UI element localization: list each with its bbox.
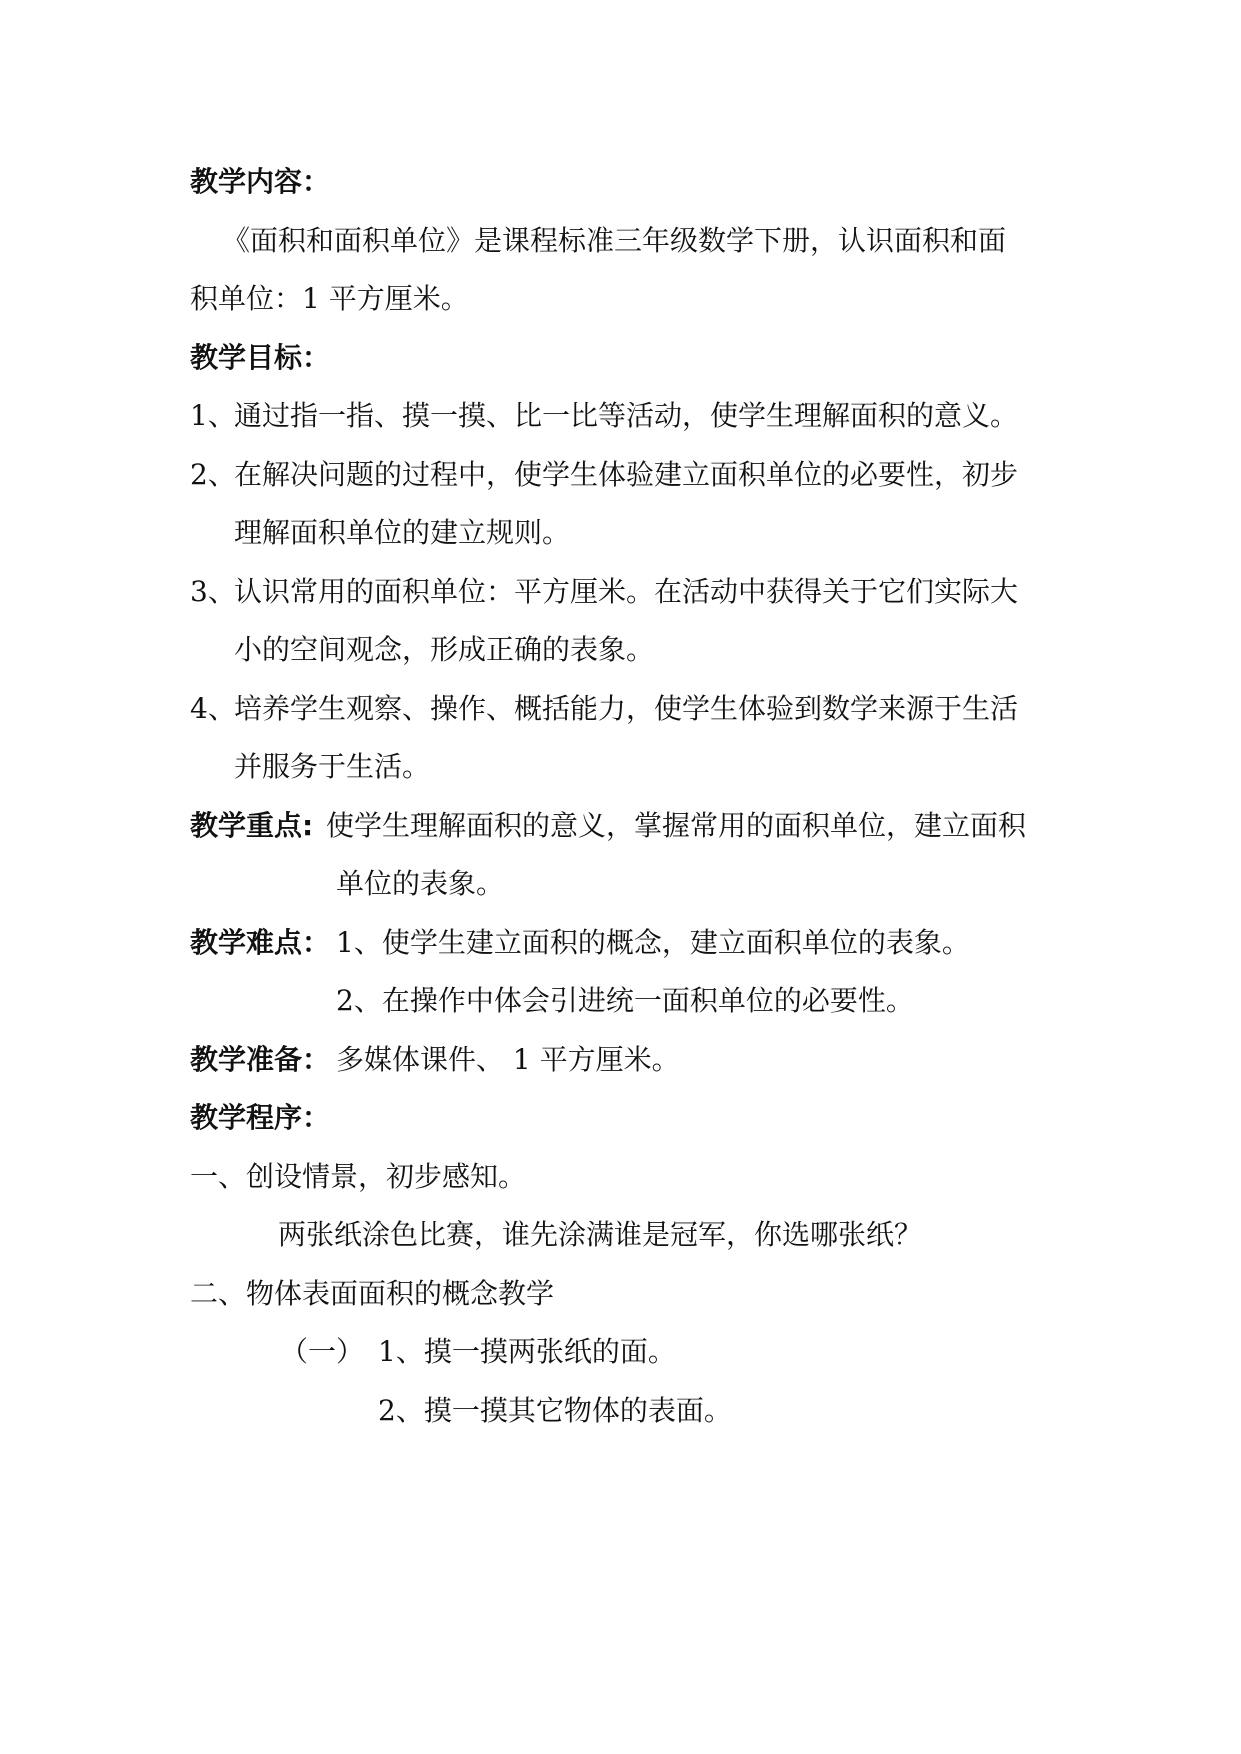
procedure-heading: 教学程序： bbox=[190, 1101, 331, 1134]
goal-text: 通过指一指、摸一摸、比一比等活动，使学生理解面积的意义。 bbox=[234, 399, 1019, 432]
preparation-label: 教学准备： bbox=[190, 1043, 331, 1076]
goal-text: 认识常用的面积单位：平方厘米。在活动中获得关于它们实际大 bbox=[234, 575, 1019, 608]
section-1-title: 一、创设情景，初步感知。 bbox=[190, 1160, 527, 1193]
key-points-label: 教学重点: bbox=[190, 809, 314, 842]
difficult-point-1: 1、使学生建立面积的概念，建立面积单位的表象。 bbox=[336, 926, 970, 959]
key-points-text: 使学生理解面积的意义，掌握常用的面积单位，建立面积 bbox=[326, 809, 1027, 842]
content-paragraph-line-2: 积单位：1 平方厘米。 bbox=[190, 282, 469, 315]
section-2-title: 二、物体表面面积的概念教学 bbox=[190, 1277, 555, 1310]
goal-item-4-continuation: 并服务于生活。 bbox=[234, 750, 431, 783]
difficult-point-2: 2、在操作中体会引进统一面积单位的必要性。 bbox=[336, 984, 914, 1017]
content-paragraph-line-1: 《面积和面积单位》是课程标准三年级数学下册，认识面积和面 bbox=[222, 224, 1007, 257]
key-points-continuation: 单位的表象。 bbox=[336, 867, 505, 900]
section-2-part-1 bbox=[280, 1332, 676, 1372]
goal-item-2 bbox=[190, 455, 1018, 495]
goal-item-3 bbox=[190, 572, 1018, 612]
goal-item-4 bbox=[190, 689, 1018, 729]
section-1-text: 两张纸涂色比赛，谁先涂满谁是冠军，你选哪张纸？ bbox=[278, 1218, 923, 1251]
goals-heading: 教学目标： bbox=[190, 341, 331, 374]
goal-number: 3、 bbox=[190, 575, 236, 608]
part-item-2: 2、摸一摸其它物体的表面。 bbox=[378, 1394, 732, 1427]
goal-item-1 bbox=[190, 396, 1018, 436]
goal-item-2-continuation: 理解面积单位的建立规则。 bbox=[234, 516, 571, 549]
goal-text: 培养学生观察、操作、概括能力，使学生体验到数学来源于生活 bbox=[234, 692, 1019, 725]
difficult-points bbox=[190, 923, 970, 963]
part-label: （一） bbox=[280, 1335, 365, 1368]
part-item-1: 1、摸一摸两张纸的面。 bbox=[378, 1335, 676, 1368]
difficult-points-label: 教学难点： bbox=[190, 926, 331, 959]
goal-text: 在解决问题的过程中，使学生体验建立面积单位的必要性，初步 bbox=[234, 458, 1019, 491]
goal-number: 1、 bbox=[190, 399, 236, 432]
goal-number: 4、 bbox=[190, 692, 236, 725]
goal-item-3-continuation: 小的空间观念，形成正确的表象。 bbox=[234, 633, 655, 666]
key-points bbox=[190, 806, 1026, 846]
preparation bbox=[190, 1040, 680, 1080]
goal-number: 2、 bbox=[190, 458, 236, 491]
preparation-text: 多媒体课件、 1 平方厘米。 bbox=[336, 1043, 680, 1076]
content-heading: 教学内容： bbox=[190, 165, 331, 198]
